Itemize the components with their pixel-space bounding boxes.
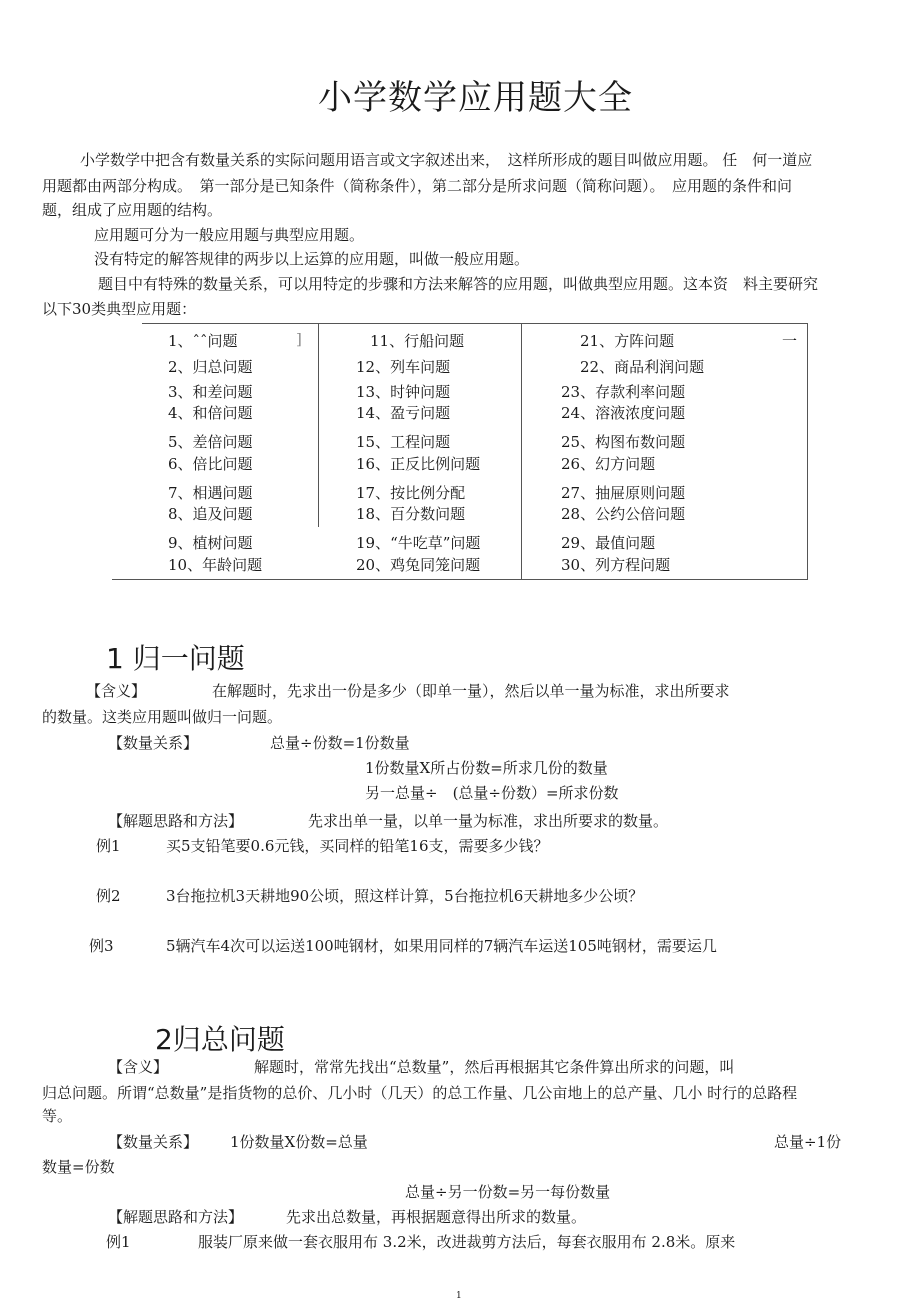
intro-para-4-line-1: 题目中有特殊的数量关系，可以用特定的步骤和方法来解答的应用题，叫做典型应用题。这本资 料主要研究 <box>98 275 819 293</box>
section-1-example-1-text: 买5支铅笔要0.6元钱，买同样的铅笔16支，需要多少钱？ <box>166 837 549 855</box>
page-title: 小学数学应用题大全 <box>318 78 633 118</box>
table-cell: 10、年龄问题 <box>168 556 263 574</box>
section-2-meaning-label: 【含义】 <box>108 1058 169 1076</box>
section-2-relation-1: 1份数量X份数=总量 <box>230 1133 368 1151</box>
section-1-relation-3: 另一总量÷ (总量÷份数）=所求份数 <box>365 784 619 802</box>
table-cell: 3、和差问题 <box>168 383 253 401</box>
table-cell: 2、归总问题 <box>168 358 253 376</box>
section-1-example-3-label: 例3 <box>89 937 114 955</box>
section-2-method-text: 先求出总数量，再根据题意得出所求的数量。 <box>286 1208 587 1226</box>
section-1-example-2-label: 例2 <box>96 887 121 905</box>
table-right-border <box>807 323 808 579</box>
intro-para-4-line-2: 以下30类典型应用题： <box>42 300 197 318</box>
table-cell: 25、构图布数问题 <box>561 433 686 451</box>
section-2-relation-2a: 总量÷1份 <box>774 1133 842 1151</box>
table-cell: 15、工程问题 <box>356 433 451 451</box>
section-1-relation-label: 【数量关系】 <box>108 734 199 752</box>
table-cell: 29、最值问题 <box>561 534 656 552</box>
intro-line-3: 题，组成了应用题的结构。 <box>42 201 223 219</box>
table-divider-1 <box>318 323 319 527</box>
table-cell: 6、倍比问题 <box>168 455 253 473</box>
table-cell: 5、差倍问题 <box>168 433 253 451</box>
table-cell: 26、幻方问题 <box>561 455 656 473</box>
table-cell: 16、正反比例问题 <box>356 455 481 473</box>
table-cell: 24、溶液浓度问题 <box>561 404 686 422</box>
table-cell: 20、鸡兔同笼问题 <box>356 556 481 574</box>
table-cell: 11、行船问题 <box>370 332 465 350</box>
table-cell: 4、和倍问题 <box>168 404 253 422</box>
section-2-relation-3: 总量÷另一份数=另一每份数量 <box>405 1183 611 1201</box>
section-1-heading: 1 归一问题 <box>106 642 245 675</box>
intro-para-3: 没有特定的解答规律的两步以上运算的应用题，叫做一般应用题。 <box>94 250 530 268</box>
section-2-relation-label: 【数量关系】 <box>108 1133 199 1151</box>
intro-line-2: 用题都由两部分构成。 第一部分是已知条件（简称条件），第二部分是所求问题（简称问题）。 应用题的条件和问 <box>42 177 793 195</box>
table-bottom-border <box>112 579 808 580</box>
table-cell: 7、相遇问题 <box>168 484 253 502</box>
table-cell: 14、盈亏问题 <box>356 404 451 422</box>
table-cell: 21、方阵问题 <box>580 332 675 350</box>
section-1-method-label: 【解题思路和方法】 <box>108 812 244 830</box>
table-cell: 27、抽屉原则问题 <box>561 484 686 502</box>
table-mark: ] <box>296 330 302 348</box>
table-cell: 8、追及问题 <box>168 505 253 523</box>
table-cell: 19、“牛吃草”问题 <box>356 534 481 552</box>
table-cell: 17、按比例分配 <box>356 484 466 502</box>
intro-line-1: 小学数学中把含有数量关系的实际问题用语言或文字叙述出来， 这样所形成的题目叫做应用题。 任 何一道应 <box>80 151 813 169</box>
section-2-method-label: 【解题思路和方法】 <box>108 1208 244 1226</box>
section-2-meaning-text-3: 等。 <box>42 1107 73 1125</box>
table-cell: 23、存款利率问题 <box>561 383 686 401</box>
section-2-relation-2b: 数量=份数 <box>42 1158 115 1176</box>
table-cell: 12、列车问题 <box>356 358 451 376</box>
section-1-method-text: 先求出单一量，以单一量为标准，求出所要求的数量。 <box>308 812 669 830</box>
table-cell: 9、植树问题 <box>168 534 253 552</box>
intro-para-2: 应用题可分为一般应用题与典型应用题。 <box>94 226 365 244</box>
table-cell: 18、百分数问题 <box>356 505 466 523</box>
section-2-meaning-text-2: 归总问题。所谓“总数量”是指货物的总价、几小时（几天）的总工作量、几公亩地上的总产量、几小 时行的总路程 <box>42 1084 798 1102</box>
section-1-meaning-text-2: 的数量。这类应用题叫做归一问题。 <box>42 708 283 726</box>
table-cell: 1、ˆˆ问题 <box>168 332 238 350</box>
table-cell: 28、公约公倍问题 <box>561 505 686 523</box>
section-1-example-2-text: 3台拖拉机3天耕地90公顷，照这样计算，5台拖拉机6天耕地多少公顷？ <box>166 887 644 905</box>
table-divider-2 <box>521 323 522 579</box>
section-1-example-1-label: 例1 <box>96 837 121 855</box>
table-cell: 22、商品利润问题 <box>580 358 705 376</box>
section-1-example-3-text: 5辆汽车4次可以运送100吨钢材，如果用同样的7辆汽车运送105吨钢材，需要运几 <box>166 937 717 955</box>
table-mark: 一 <box>782 332 798 350</box>
section-1-meaning-text: 在解题时，先求出一份是多少（即单一量），然后以单一量为标准，求出所要求 <box>212 682 730 700</box>
section-2-meaning-text: 解题时，常常先找出“总数量”，然后再根据其它条件算出所求的问题，叫 <box>254 1058 735 1076</box>
table-top-border <box>142 323 808 324</box>
section-2-heading: 2归总问题 <box>155 1023 285 1056</box>
section-1-meaning-label: 【含义】 <box>86 682 147 700</box>
section-2-example-1-label: 例1 <box>106 1233 131 1251</box>
section-1-relation-2: 1份数量X所占份数=所求几份的数量 <box>365 759 608 777</box>
table-cell: 13、时钟问题 <box>356 383 451 401</box>
table-cell: 30、列方程问题 <box>561 556 671 574</box>
section-1-relation-1: 总量÷份数=1份数量 <box>270 734 410 752</box>
page-number: 1 <box>456 1291 462 1301</box>
section-2-example-1-text: 服装厂原来做一套衣服用布 3.2米，改进裁剪方法后，每套衣服用布 2.8米。原来 <box>198 1233 736 1251</box>
